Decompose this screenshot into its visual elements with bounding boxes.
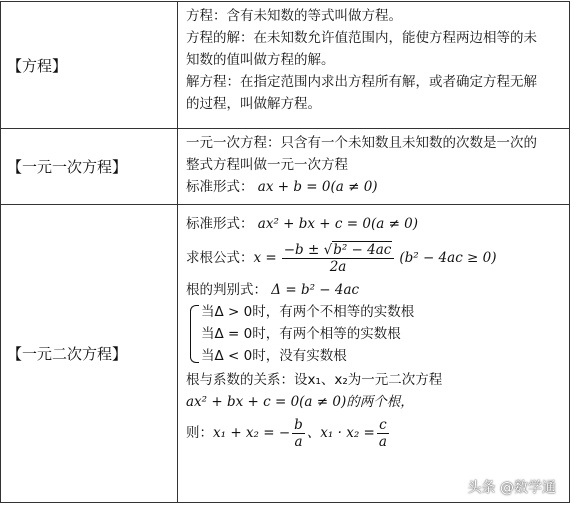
vieta-prod-fraction bbox=[377, 417, 389, 450]
vieta-sum-fraction bbox=[292, 417, 305, 450]
table-row-linear bbox=[1, 129, 570, 205]
standard-form-formula: ax + b = 0(a ≠ 0) bbox=[257, 179, 378, 195]
watermark-text: 头条 @数学通 bbox=[467, 480, 556, 496]
text-line: 解方程：在指定范围内求出方程所有解，或者确定方程无解 bbox=[186, 74, 537, 90]
text-line: 方程：含有未知数的等式叫做方程。 bbox=[186, 8, 402, 24]
case-line: 当Δ < 0时，没有实数根 bbox=[201, 348, 347, 364]
standard-form-label: 标准形式： bbox=[186, 216, 254, 232]
vieta-sum-lhs: x₁ + x₂ = − bbox=[213, 425, 291, 441]
discriminant-formula: Δ = b² − 4ac bbox=[271, 282, 360, 298]
equation-table bbox=[0, 1, 570, 503]
table-row-equation bbox=[1, 2, 570, 129]
root-formula-condition: (b² − 4ac ≥ 0) bbox=[399, 250, 497, 266]
root-formula-x: x = bbox=[253, 250, 277, 266]
row-label-linear: 【一元一次方程】 bbox=[1, 129, 178, 205]
table-row-quadratic bbox=[1, 205, 570, 503]
text-line: 方程的解：在未知数允许值范围内，能使方程两边相等的未 bbox=[186, 30, 537, 46]
vieta-line: ax² + bx + c = 0(a ≠ 0)的两个根， bbox=[186, 394, 414, 410]
vieta-sum-denominator: a bbox=[294, 433, 303, 450]
left-brace-icon bbox=[190, 305, 199, 363]
row-content-quadratic bbox=[178, 205, 570, 503]
discriminant-cases bbox=[188, 301, 563, 367]
numerator-prefix: −b ± bbox=[283, 241, 324, 258]
sqrt-icon: √ bbox=[323, 241, 333, 258]
watermark bbox=[468, 477, 556, 497]
vieta-prod-lhs: 、x₁ · x₂ = bbox=[306, 425, 375, 441]
text-line: 整式方程叫做一元一次方程 bbox=[186, 157, 348, 173]
standard-form-line bbox=[186, 213, 563, 235]
text-line: 知数的值叫做方程的解。 bbox=[186, 52, 335, 68]
vieta-prod-denominator: a bbox=[378, 433, 387, 450]
standard-form-label: 标准形式： bbox=[186, 179, 254, 195]
row-label-quadratic: 【一元二次方程】 bbox=[1, 205, 178, 503]
radicand: b² − 4ac bbox=[333, 241, 392, 258]
row-content-equation bbox=[178, 2, 570, 129]
vieta-line: 根与系数的关系：设x₁、x₂为一元二次方程 bbox=[186, 372, 443, 388]
vieta-sum-numerator: b bbox=[294, 416, 303, 433]
root-formula-label: 求根公式： bbox=[186, 250, 254, 266]
text-line: 一元一次方程：只含有一个未知数且未知数的次数是一次的 bbox=[186, 135, 537, 151]
discriminant-line bbox=[186, 279, 563, 301]
root-formula-numerator bbox=[282, 242, 395, 259]
standard-form-formula: ax² + bx + c = 0(a ≠ 0) bbox=[257, 216, 419, 232]
root-formula-denominator: 2a bbox=[329, 258, 347, 275]
vieta-prod-numerator: c bbox=[379, 416, 387, 433]
root-formula-fraction bbox=[282, 242, 395, 275]
case-line: 当Δ > 0时，有两个不相等的实数根 bbox=[201, 304, 415, 320]
row-content-linear bbox=[178, 129, 570, 205]
row-label-equation: 【方程】 bbox=[1, 2, 178, 129]
text-line: 的过程，叫做解方程。 bbox=[186, 96, 321, 112]
vieta-then-label: 则： bbox=[186, 425, 213, 441]
vieta-formula-line bbox=[186, 413, 563, 453]
discriminant-label: 根的判别式： bbox=[186, 282, 267, 298]
case-line: 当Δ = 0时，有两个相等的实数根 bbox=[201, 326, 401, 342]
root-formula-line bbox=[186, 237, 563, 279]
standard-form-line bbox=[186, 176, 563, 198]
